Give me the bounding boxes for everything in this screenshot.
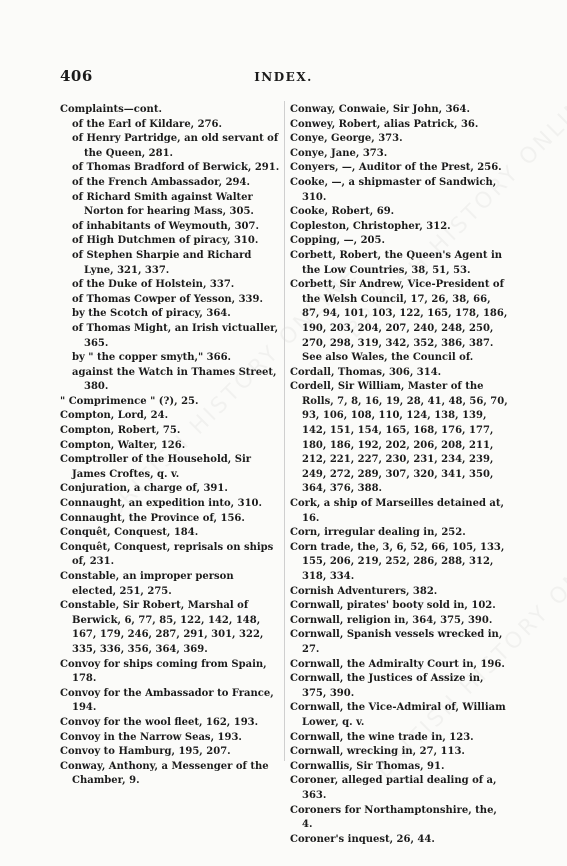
index-entry: Conye, George, 373. — [290, 133, 403, 145]
index-entry: Corbett, Sir Andrew, Vice-President of the Welsh Council, 17, 26, 38, 66, 87, 94, 101, 103, 122, 165, 178, 186, 190, 203, 204, 207, 240, 248, 250, 270, 298, 319, 342, 352, 386, 387. See also Wales, the Council of. — [290, 279, 508, 364]
index-entry: Cornish Adventurers, 382. — [290, 585, 438, 597]
index-subentry: against the Watch in Thames Street, 380. — [72, 366, 277, 393]
index-entry: Corn trade, the, 3, 6, 52, 66, 105, 133, 155, 206, 219, 252, 286, 288, 312, 318, 334. — [290, 541, 505, 582]
index-entry: Cornwall, the Justices of Assize in, 375, 390. — [290, 673, 484, 699]
index-entry: Convoy to Hamburg, 195, 207. — [60, 746, 231, 758]
index-entry: Compton, Walter, 126. — [60, 439, 186, 451]
index-entry: Constable, Sir Robert, Marshal of Berwick, 6, 77, 85, 122, 142, 148, 167, 179, 246, 287, 291, 301, 322, 335, 336, 356, 364, 369. — [60, 600, 264, 655]
index-entry: Convoy in the Narrow Seas, 193. — [60, 731, 242, 743]
index-entry: Cooke, Robert, 69. — [290, 206, 395, 218]
index-entry: Compton, Robert, 75. — [60, 425, 181, 437]
index-entry: Conjuration, a charge of, 391. — [60, 483, 228, 495]
index-entry: Cooke, —, a shipmaster of Sandwich, 310. — [290, 176, 497, 203]
index-entry: Cornwall, religion in, 364, 375, 390. — [290, 614, 493, 626]
index-subentry: of the French Ambassador, 294. — [72, 176, 250, 188]
index-entry: Conye, Jane, 373. — [290, 147, 388, 159]
index-entry: Cornwall, pirates' booty sold in, 102. — [290, 600, 496, 612]
index-entry: Connaught, the Province of, 156. — [60, 512, 245, 524]
index-column-right — [290, 103, 510, 847]
index-subentry: of High Dutchmen of piracy, 310. — [72, 235, 259, 247]
page-number: 406 — [60, 67, 93, 85]
index-entry: Conyers, —, Auditor of the Prest, 256. — [290, 162, 502, 174]
index-subentry: of Thomas Bradford of Berwick, 291. — [72, 162, 280, 174]
index-entry: Comptroller of the Household, Sir James Croftes, q. v. — [60, 454, 252, 480]
index-entry: Cornwall, wrecking in, 27, 113. — [290, 746, 465, 758]
index-subentry: of Thomas Might, an Irish victualler, 365. — [72, 322, 279, 349]
index-subentry: by " the copper smyth," 366. — [72, 352, 232, 364]
index-entry: Convoy for the wool fleet, 162, 193. — [60, 716, 259, 728]
index-entry: Cornwall, the Admiralty Court in, 196. — [290, 658, 505, 670]
index-subentry: of Richard Smith against Walter Norton for hearing Mass, 305. — [72, 191, 254, 218]
index-entry: Cork, a ship of Marseilles detained at, 16. — [290, 498, 504, 524]
index-entry: Coroner, alleged partial dealing of a, 363. — [290, 775, 497, 801]
index-subentry: by the Scotch of piracy, 364. — [72, 308, 231, 320]
running-head: INDEX. — [254, 70, 313, 84]
index-entry: Convoy for ships coming from Spain, 178. — [60, 658, 267, 685]
index-subentry: of the Earl of Kildare, 276. — [72, 118, 222, 130]
index-entry: Corbett, Robert, the Queen's Agent in the Low Countries, 38, 51, 53. — [290, 249, 503, 276]
index-subentry: of Stephen Sharpie and Richard Lyne, 321, 337. — [72, 249, 252, 276]
index-entry: Coroners for Northamptonshire, the, 4. — [290, 804, 497, 831]
index-entry: Conway, Anthony, a Messenger of the Chamber, 9. — [60, 760, 269, 787]
index-entry: Conquêt, Conquest, reprisals on ships of, 231. — [60, 541, 274, 568]
index-entry: Corn, irregular dealing in, 252. — [290, 527, 466, 539]
index-entry: Cornwall, Spanish vessels wrecked in, 27. — [290, 629, 503, 655]
index-entry: Cornwallis, Sir Thomas, 91. — [290, 760, 445, 772]
index-entry: Cornwall, the wine trade in, 123. — [290, 731, 474, 743]
index-entry: Constable, an improper person elected, 251, 275. — [60, 571, 234, 597]
index-subentry: of Thomas Cowper of Yesson, 339. — [72, 293, 263, 305]
index-entry: Complaints—cont. — [60, 104, 162, 115]
index-column-left — [60, 103, 280, 789]
index-entry: Convoy for the Ambassador to France, 194. — [60, 687, 274, 714]
index-entry: Cornwall, the Vice-Admiral of, William Lower, q. v. — [290, 702, 506, 728]
column-divider — [284, 101, 285, 761]
index-entry: Copping, —, 205. — [290, 235, 385, 247]
index-entry: Conwey, Robert, alias Patrick, 36. — [290, 118, 479, 130]
index-entry: Conquêt, Conquest, 184. — [60, 527, 199, 539]
index-subentry: of inhabitants of Weymouth, 307. — [72, 220, 259, 232]
index-entry: Coroner's inquest, 26, 44. — [290, 833, 435, 845]
index-entry: Cordell, Sir William, Master of the Rolls, 7, 8, 16, 19, 28, 41, 48, 56, 70, 93, 106, 108, 110, 124, 138, 139, 142, 151, 154, 165, 168, 176, 177, 180, 186, 192, 202, 206, 208, 211, 212, 221, 227, 230, 231, 234, 239, 249, 272, 289, 307, 320, 341, 350, 364, 376, 388. — [290, 381, 508, 495]
index-entry: Compton, Lord, 24. — [60, 410, 169, 422]
index-entry: " Comprimence " (?), 25. — [60, 395, 199, 407]
index-entry: Copleston, Christopher, 312. — [290, 220, 451, 232]
index-entry: Cordall, Thomas, 306, 314. — [290, 366, 442, 378]
index-subentry: of the Duke of Holstein, 337. — [72, 279, 235, 291]
index-subentry: of Henry Partridge, an old servant of the Queen, 281. — [72, 133, 279, 159]
index-entry: Connaught, an expedition into, 310. — [60, 498, 262, 510]
index-entry: Conway, Conwaie, Sir John, 364. — [290, 104, 470, 115]
